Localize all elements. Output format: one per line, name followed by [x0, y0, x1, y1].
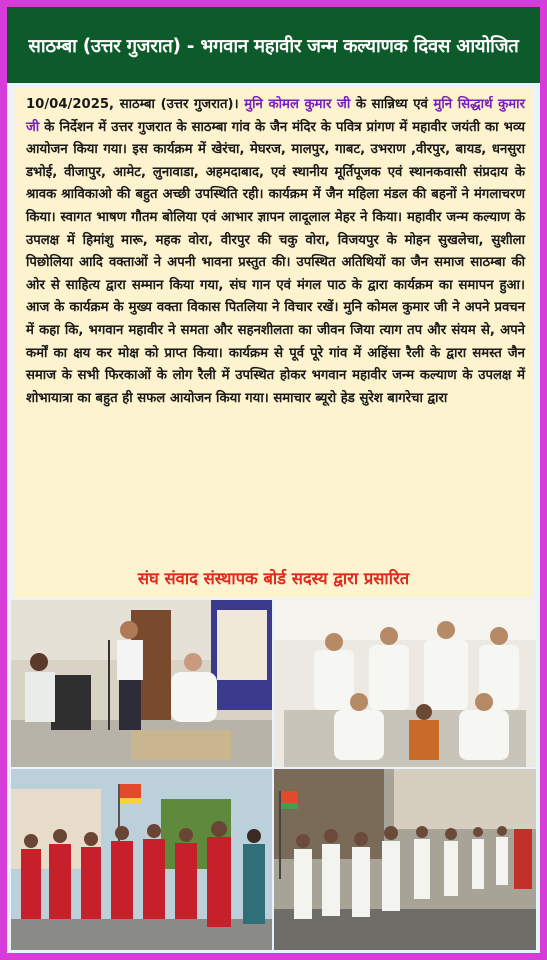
article-text [26, 94, 525, 410]
article-text-1: के सान्निध्य एवं [350, 97, 434, 112]
article-text-2: के निर्देशन में उत्तर गुजरात के साठम्बा गांव के जैन मंदिर के पवित्र प्रांगण में महावीर जयंती का भव्य आयोजन किया गया। इस कार्यक्रम में खेरंचा, मेघरज, मालपुर, गाबट, उभराण ,वीरपुर, बायड, धनसुरा डभोई, वीजापुर, आमेट, लुनावाडा, अहमदाबाद, एवं स्थानीय मूर्तिपूजक एवं स्थानकवासी संप्रदाय के श्रावक श्राविकाओ की बहुत अच्छी उपस्थिति रही। कार्यक्रम में जैन महिला मंडल की बहनों ने मंगलाचरण किया। स्वागत भाषण गौतम बोलिया एवं आभार ज्ञापन लादूलाल मेहर ने किया। महावीर जन्म कल्याण के उपलक्ष में हिमांशु मारू, महक वोरा, वीरपुर की चकु वोरा, विजयपुर के मोहन सुखलेचा, सुशीला पिछोलिया आदि वक्ताओं ने अपनी भावना प्रस्तुत की। उपस्थित अतिथियों का जैन समाज साठम्बा की ओर से साहित्य द्वारा सम्मान किया गया, संघ गान एवं मंगल पाठ के द्वारा कार्यक्रम का समापन हुआ। आज के कार्यक्रम के मुख्य वक्ता विकास पितलिया ने विचार रखें। मुनि कोमल कुमार जी ने अपने प्रवचन में कहा कि, भगवान महावीर ने समता और सहनशीलता का जीवन जिया त्याग तप और संयम से, अपने कर्मों का क्षय कर मोक्ष को प्राप्त किया। कार्यक्रम से पूर्व पूरे गांव में अहिंसा रैली के द्वारा समस्त जैन समाज के सभी फिरकाओं के लोग रैली में उपस्थित होकर भगवान महावीर जन्म कल्याण के उपलक्ष में शोभायात्रा का बहुत ही सफल आयोजन किया गया। समाचार ब्यूरो हेड सुरेश बागरेचा द्वारा [26, 119, 525, 406]
footer-credit: संघ संवाद संस्थापक बोर्ड सदस्य द्वारा प्रसारित [137, 569, 410, 588]
photo-audience [274, 600, 536, 767]
article-box [14, 88, 533, 598]
title-banner [7, 7, 540, 83]
photo-men-rally [274, 769, 536, 950]
dateline: 10/04/2025, साठम्बा (उत्तर गुजरात)। [26, 97, 245, 112]
photo-speaker-event [11, 600, 272, 767]
muni-name-2: मुनि सिद्धार्थ कुमार जी [26, 97, 525, 135]
muni-name-1: मुनि कोमल कुमार जी [244, 97, 351, 112]
photo-women-rally [11, 769, 272, 950]
page-title: साठम्बा (उत्तर गुजरात) - भगवान महावीर जन्म कल्याणक दिवस आयोजित [28, 35, 519, 57]
